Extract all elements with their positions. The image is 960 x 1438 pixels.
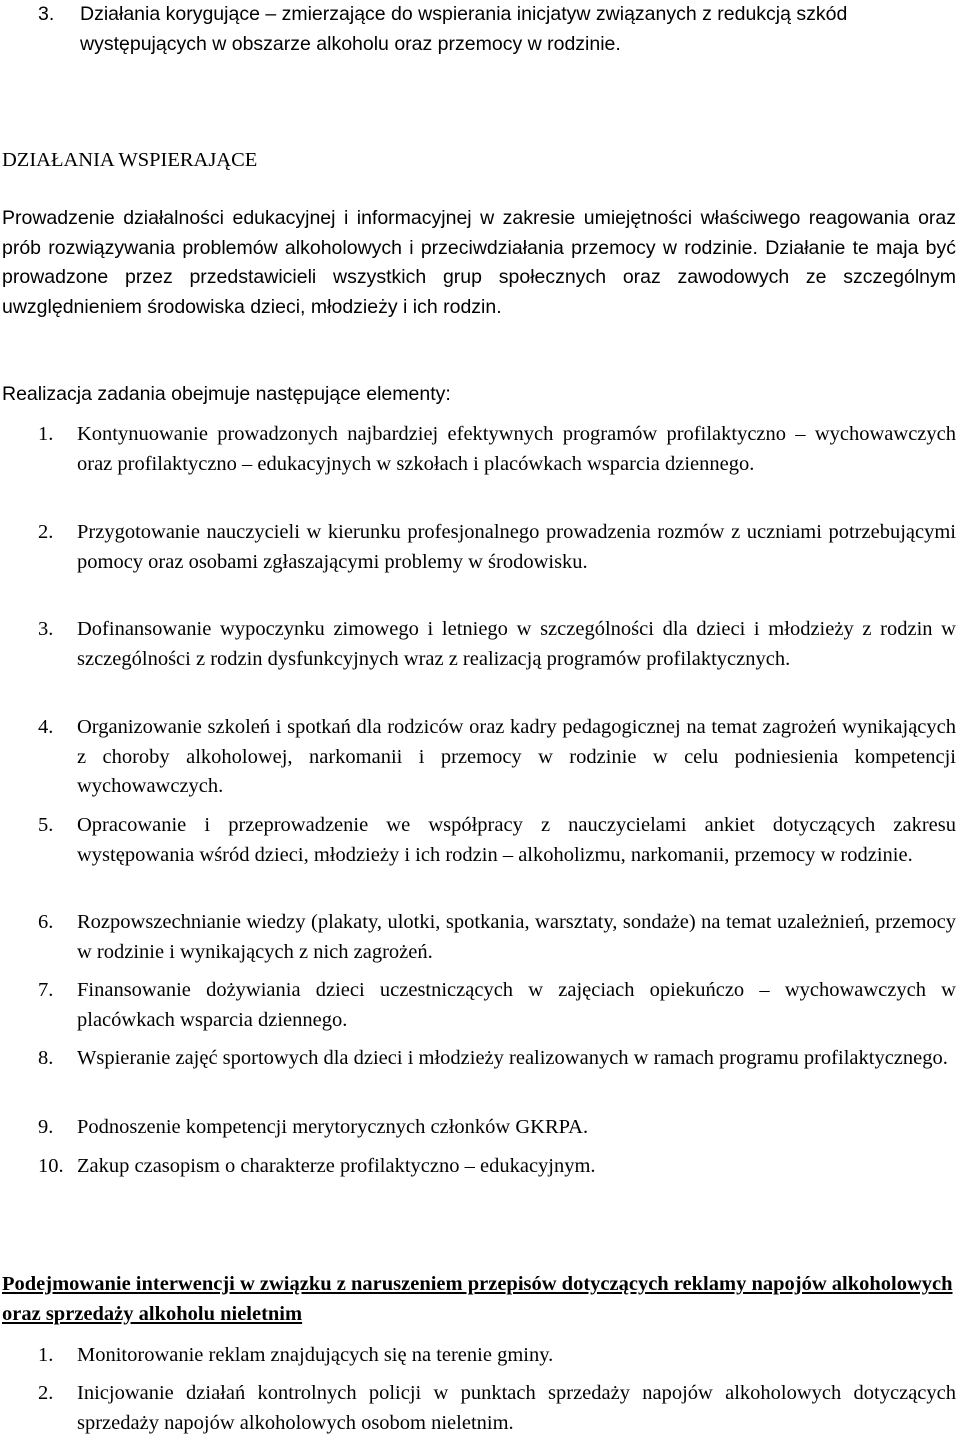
list-item-number: 2. <box>38 1382 54 1404</box>
list-item <box>2 615 956 674</box>
intervention-list-item <box>2 1341 956 1371</box>
list-item-text: Monitorowanie reklam znajdujących się na terenie gminy. <box>77 1344 554 1366</box>
top-item-number: 3. <box>38 3 55 25</box>
intervention-list-item <box>2 1379 956 1438</box>
list-item-text: Zakup czasopism o charakterze profilaktyczno – edukacyjnym. <box>77 1155 596 1177</box>
list-item-number: 2. <box>38 521 54 543</box>
list-item-number: 1. <box>38 423 54 445</box>
list-item-text: Rozpowszechnianie wiedzy (plakaty, ulotki, spotkania, warsztaty, sondaże) na temat uzależnień, przemocy w rodzinie i wynikających z nich zagrożeń. <box>77 911 956 963</box>
intro-part-1: Prowadzenie działalności edukacyjnej i informacyjnej w zakresie umiejętności właściwego reagowania oraz prób rozwiązywania problemów alkoholowych i przeciwdziałania przemocy w rodzinie. <box>2 207 956 259</box>
list-item-number: 8. <box>38 1047 54 1069</box>
list-item <box>2 1113 956 1143</box>
realization-label: Realizacja zadania obejmuje następujące elementy: <box>2 383 451 405</box>
list-item <box>2 713 956 802</box>
list-item-number: 4. <box>38 716 54 738</box>
list-item <box>2 1044 956 1074</box>
list-item <box>2 1152 956 1182</box>
top-item-text: Działania korygujące – zmierzające do wspierania inicjatyw związanych z redukcją szkód występujących w obszarze alkoholu oraz przemocy w rodzinie. <box>80 3 848 55</box>
list-item-text: Inicjowanie działań kontrolnych policji w punktach sprzedaży napojów alkoholowych dotyczących sprzedaży napojów alkoholowych osobom nieletnim. <box>77 1382 956 1434</box>
top-list-item <box>2 0 881 59</box>
list-item-text: Podnoszenie kompetencji merytorycznych członków GKRPA. <box>77 1116 589 1138</box>
list-item <box>2 976 956 1035</box>
list-item-text: Dofinansowanie wypoczynku zimowego i letniego w szczególności dla dzieci i młodzieży z rodzin w szczególności z rodzin dysfunkcyjnych wraz z realizacją programów profilaktycznych. <box>77 618 956 670</box>
list-item-text: Przygotowanie nauczycieli w kierunku profesjonalnego prowadzenia rozmów z uczniami potrzebującymi pomocy oraz osobami zgłaszającymi problemy w środowisku. <box>77 521 956 573</box>
section-heading: DZIAŁANIA WSPIERAJĄCE <box>2 149 258 171</box>
list-item-number: 3. <box>38 618 54 640</box>
intervention-heading: Podejmowanie interwencji w związku z naruszeniem przepisów dotyczących reklamy napojów alkoholowych oraz sprzedaży alkoholu nieletnim <box>2 1273 953 1325</box>
list-item-text: Kontynuowanie prowadzonych najbardziej efektywnych programów profilaktyczno – wychowawczych oraz profilaktyczno – edukacyjnych w szkołach i placówkach wsparcia dziennego. <box>77 423 956 475</box>
list-item-text: Wspieranie zajęć sportowych dla dzieci i młodzieży realizowanych w ramach programu profilaktycznego. <box>77 1047 948 1069</box>
list-item-text: Finansowanie dożywiania dzieci uczestniczących w zajęciach opiekuńczo – wychowawczych w placówkach wsparcia dziennego. <box>77 979 956 1031</box>
list-item-text: Opracowanie i przeprowadzenie we współpracy z nauczycielami ankiet dotyczących zakresu występowania wśród dzieci, młodzieży i ich rodzin – alkoholizmu, narkomanii, przemocy w rodzinie. <box>77 814 956 866</box>
intro-part-2: Działanie te maja być prowadzone przez przedstawicieli wszystkich grup społecznych oraz zawodowych ze szczególnym uwzględnieniem środowiska dzieci, młodzieży i ich rodzin. <box>2 236 956 318</box>
list-item-number: 5. <box>38 814 54 836</box>
list-item-number: 10. <box>38 1155 64 1177</box>
list-item <box>2 811 956 870</box>
list-item-text: Organizowanie szkoleń i spotkań dla rodziców oraz kadry pedagogicznej na temat zagrożeń wynikających z choroby alkoholowej, narkomanii i przemocy w rodzinie w celu podniesienia kompetencji wychowawczych. <box>77 716 956 797</box>
intro-paragraph <box>2 204 956 322</box>
list-item-number: 7. <box>38 979 54 1001</box>
list-item <box>2 420 956 479</box>
list-item-number: 6. <box>38 911 54 933</box>
list-item <box>2 908 956 967</box>
list-item-number: 1. <box>38 1344 54 1366</box>
list-item <box>2 518 956 577</box>
list-item-number: 9. <box>38 1116 54 1138</box>
